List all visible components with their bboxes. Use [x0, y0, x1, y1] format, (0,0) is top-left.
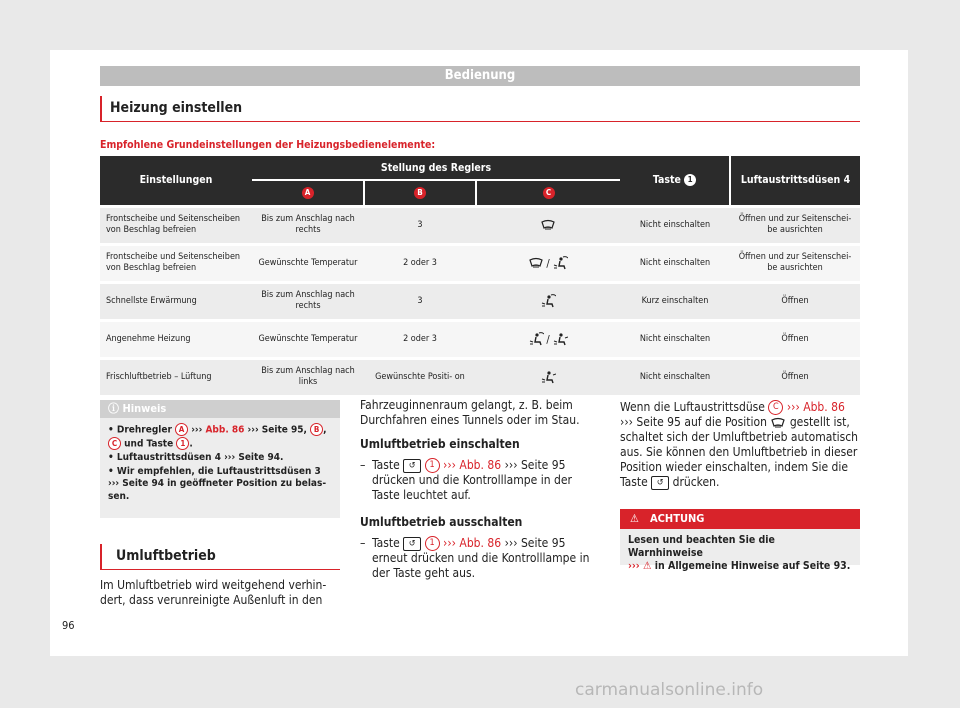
cell-a: Gewünschte Temperatur: [252, 320, 364, 358]
cell-b: 2 oder 3: [364, 244, 476, 282]
section-header: Bedienung: [100, 66, 860, 86]
label-a: A: [302, 187, 314, 199]
th-taste: [620, 156, 730, 206]
cell-b: 3: [364, 206, 476, 244]
table-row: [100, 320, 860, 358]
warning-icon: ⚠: [630, 512, 639, 525]
table-caption: Empfohlene Grundeinstellungen der Heizungsbedienelemente:: [100, 139, 436, 151]
column-2: [360, 398, 600, 581]
cell-a: Bis zum Anschlag nach rechts: [252, 282, 364, 320]
dash: –: [360, 536, 366, 550]
cell-duesen: Öffnen: [730, 282, 860, 320]
hint-text: Wir empfehlen, die Luftaustrittsdüsen 3 ››› Seite 94 in geöffneter Position zu belas- sen.: [108, 465, 327, 502]
cell-duesen: Öffnen und zur Seitenschei- be ausrichten: [730, 244, 860, 282]
page-number: 96: [62, 619, 75, 632]
dash: –: [360, 458, 366, 472]
hint-text: ,: [323, 424, 327, 436]
hint-header: [100, 400, 340, 418]
column-1: [100, 578, 340, 617]
cell-a: Bis zum Anschlag nach rechts: [252, 206, 364, 244]
cell-setting: Angenehme Heizung: [100, 320, 252, 358]
th-a: [252, 180, 364, 206]
face-feet-icon: [552, 332, 568, 346]
text: gestellt ist, schaltet sich der Umluftbetrieb automatisch aus. Sie können den Umluftbetrieb in dieser Position wieder einschalten, indem Sie die Taste: [620, 415, 858, 489]
figure-link[interactable]: ››› Abb. 86: [786, 400, 845, 414]
cell-duesen: Öffnen: [730, 358, 860, 395]
th-taste-label: Taste: [652, 174, 681, 187]
slash: /: [546, 332, 550, 346]
hint-box: [100, 400, 340, 518]
step-off: [360, 536, 600, 581]
step-text: [372, 458, 600, 503]
warning-text: Lesen und beachten Sie die Warnhinweise: [628, 534, 775, 559]
recirculation-icon: ↺: [403, 537, 421, 551]
figure-link[interactable]: ››› Abb. 86: [443, 458, 502, 472]
text: ››› Seite 95 auf die Position: [620, 415, 767, 429]
cell-taste: Kurz einschalten: [620, 282, 730, 320]
label-1: 1: [176, 437, 189, 450]
cell-taste: Nicht einschalten: [620, 358, 730, 395]
settings-table: [100, 156, 860, 395]
hint-text: und Taste: [124, 438, 174, 450]
th-stellung: Stellung des Reglers: [252, 156, 620, 180]
subheading-on: Umluftbetrieb einschalten: [360, 437, 520, 451]
windshield-feet-icon: [528, 332, 544, 346]
figure-link[interactable]: Abb. 86: [205, 424, 245, 436]
windshield-feet-icon: [540, 294, 556, 308]
cell-taste: Nicht einschalten: [620, 206, 730, 244]
cell-setting: Frontscheibe und Seitenscheiben von Beschlag befreien: [100, 244, 252, 282]
th-c: [476, 180, 620, 206]
hint-text: Drehregler: [116, 424, 172, 436]
cell-c: [476, 244, 620, 282]
cell-duesen: Öffnen und zur Seitenschei- be ausrichten: [730, 206, 860, 244]
label-1: 1: [425, 458, 440, 473]
hint-title: Hinweis: [122, 402, 167, 415]
hint-item: • Luftaustrittsdüsen 4 ››› Seite 94.: [108, 452, 284, 463]
label-b: B: [414, 187, 426, 199]
cell-c: [476, 320, 620, 358]
hint-text: ››› Seite 95,: [247, 424, 307, 436]
table-row: [100, 206, 860, 244]
step-label: Taste: [372, 458, 400, 472]
subheading-off: Umluftbetrieb ausschalten: [360, 515, 523, 529]
warning-text: ›››: [628, 560, 640, 572]
warning-box: [620, 509, 860, 572]
recirculation-icon: ↺: [403, 459, 421, 473]
warning-title: ACHTUNG: [650, 512, 705, 525]
cell-b: Gewünschte Positi- on: [364, 358, 476, 395]
text: Wenn die Luftaustrittsdüse: [620, 400, 765, 414]
paragraph: Im Umluftbetrieb wird weitgehend verhin- dert, dass verunreinigte Außenluft in den: [100, 578, 327, 607]
label-1: 1: [425, 536, 440, 551]
recirculation-icon: ↺: [651, 476, 669, 490]
windshield-feet-icon: [552, 256, 568, 270]
label-a: A: [175, 423, 188, 436]
windshield-icon: [528, 256, 544, 270]
cell-b: 3: [364, 282, 476, 320]
slash: /: [546, 256, 550, 270]
th-duesen: Luftaustrittsdüsen 4: [730, 156, 860, 206]
step-label: Taste: [372, 536, 400, 550]
th-taste-num: 1: [684, 174, 696, 186]
label-c: C: [543, 187, 555, 199]
step-on: [360, 458, 600, 503]
warning-icon: ⚠: [642, 560, 652, 572]
hint-item: • Drehregler A ››› Abb. 86 ››› Seite 95, B , C und Taste 1 .: [108, 424, 327, 450]
cell-c: [476, 206, 620, 244]
cell-duesen: Öffnen: [730, 320, 860, 358]
table-row: [100, 282, 860, 320]
hint-body: [100, 418, 340, 509]
figure-link[interactable]: ››› Abb. 86: [443, 536, 502, 550]
table-row: [100, 244, 860, 282]
cell-a: Gewünschte Temperatur: [252, 244, 364, 282]
hint-text: .: [189, 438, 193, 450]
cell-setting: Frischluftbetrieb – Lüftung: [100, 358, 252, 395]
cell-c: [476, 358, 620, 395]
th-b: [364, 180, 476, 206]
label-c: C: [108, 437, 121, 450]
paragraph: [620, 400, 860, 490]
cell-b: 2 oder 3: [364, 320, 476, 358]
section-title: Umluftbetrieb: [100, 544, 340, 570]
step-text: [372, 536, 600, 581]
cell-taste: Nicht einschalten: [620, 244, 730, 282]
th-einstellungen: Einstellungen: [100, 156, 252, 206]
cell-a: Bis zum Anschlag nach links: [252, 358, 364, 395]
warning-text: in Allgemeine Hinweise auf Seite 93.: [654, 560, 851, 572]
cell-setting: Schnellste Erwärmung: [100, 282, 252, 320]
hint-text: Luftaustrittsdüsen 4 ››› Seite 94.: [116, 452, 284, 463]
cell-setting: Frontscheibe und Seitenscheiben von Beschlag befreien: [100, 206, 252, 244]
face-icon: [540, 370, 556, 384]
hint-text: ›››: [191, 424, 203, 436]
warning-body: [620, 529, 860, 578]
watermark: carmanualsonline.info: [575, 680, 764, 700]
label-b: B: [310, 423, 323, 436]
cell-taste: Nicht einschalten: [620, 320, 730, 358]
page-title: Heizung einstellen: [100, 96, 860, 122]
label-c: C: [768, 400, 783, 415]
cell-c: [476, 282, 620, 320]
paragraph: Fahrzeuginnenraum gelangt, z. B. beim Durchfahren eines Tunnels oder im Stau.: [360, 398, 580, 427]
windshield-icon: [770, 416, 786, 430]
hint-item: • Wir empfehlen, die Luftaustrittsdüsen 3 ››› Seite 94 in geöffneter Position zu belas- sen.: [108, 465, 327, 502]
column-3: [620, 400, 860, 499]
warning-header: [620, 509, 860, 529]
text: drücken.: [672, 475, 720, 489]
info-icon: ⓘ: [108, 402, 119, 415]
step-body: ››› Seite 95 erneut drücken und die Kontrolllampe in der Taste geht aus.: [372, 536, 590, 580]
step-body: ››› Seite 95 drücken und die Kontrolllampe in der Taste leuchtet auf.: [372, 458, 572, 502]
table-row: [100, 358, 860, 395]
windshield-icon: [540, 218, 556, 232]
